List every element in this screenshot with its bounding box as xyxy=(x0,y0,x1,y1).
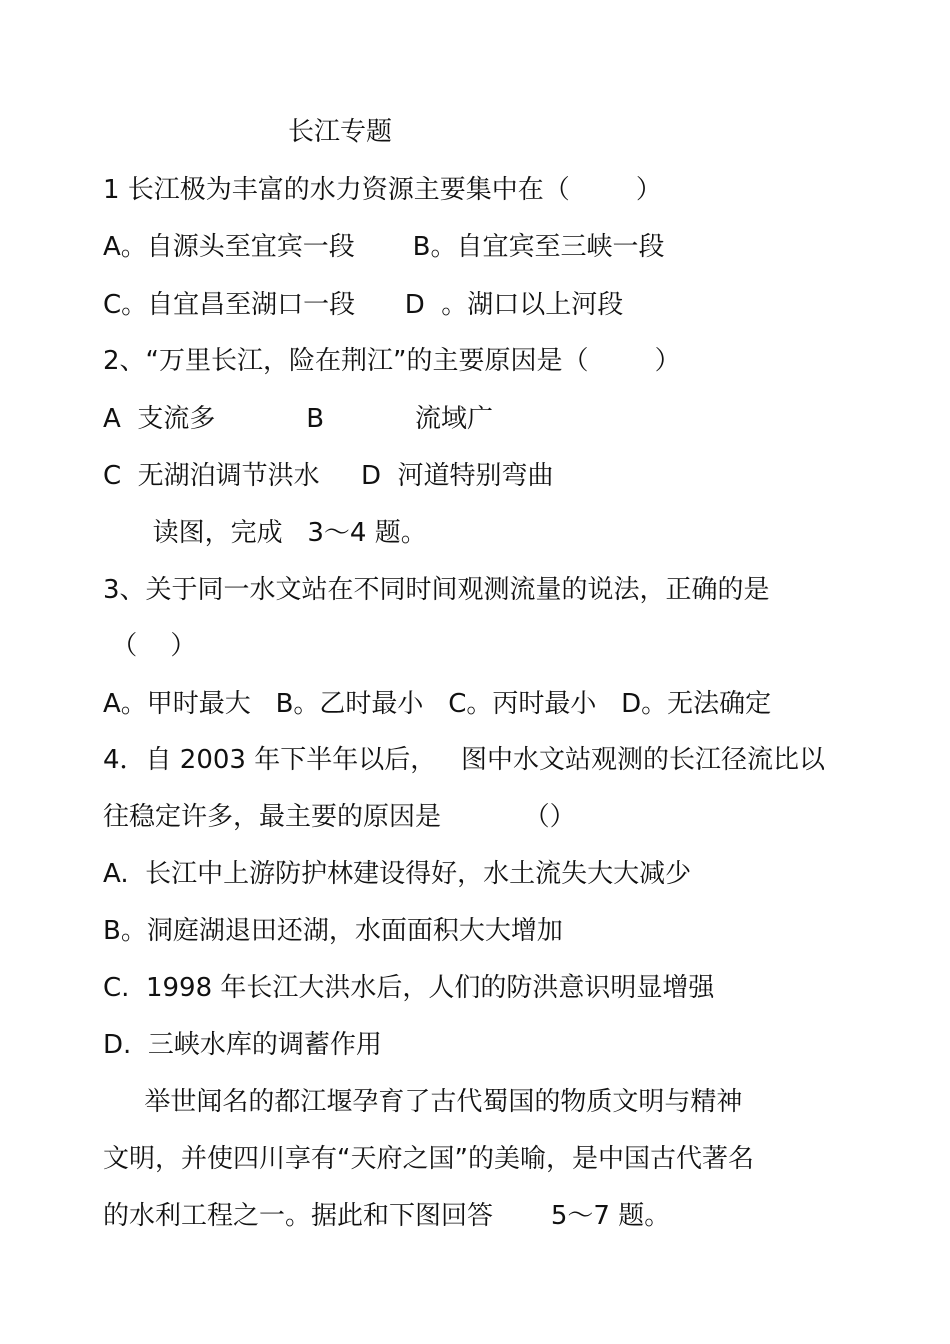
passage-line-1: 举世闻名的都江堰孕育了古代蜀国的物质文明与精神 xyxy=(103,1087,743,1117)
figure-instruction-3-4: 读图，完成 3～4 题。 xyxy=(103,518,427,548)
page-title: 长江专题 xyxy=(288,117,393,147)
question-3-options: A。甲时最大 B。乙时最小 C。丙时最小 D。无法确定 xyxy=(103,689,772,719)
question-4-option-a: A. 长江中上游防护林建设得好，水土流失大大减少 xyxy=(103,859,692,889)
question-3-stem: 3、关于同一水文站在不同时间观测流量的说法，正确的是 xyxy=(103,575,770,605)
question-2-options-ab: A 支流多 B 流域广 xyxy=(103,404,493,434)
question-1-stem: 1 长江极为丰富的水力资源主要集中在（ ） xyxy=(103,175,662,205)
question-4-option-b: B。洞庭湖退田还湖，水面面积大大增加 xyxy=(103,916,563,946)
question-3-bracket: （ ） xyxy=(103,631,197,661)
question-1-options-cd: C。自宜昌至湖口一段 D 。湖口以上河段 xyxy=(103,290,624,320)
question-2-stem: 2、“万里长江，险在荆江”的主要原因是（ ） xyxy=(103,346,681,376)
question-2-options-cd: C 无湖泊调节洪水 D 河道特别弯曲 xyxy=(103,461,554,491)
question-4-option-c: C. 1998 年长江大洪水后，人们的防洪意识明显增强 xyxy=(103,973,715,1003)
passage-line-3: 的水利工程之一。据此和下图回答 5～7 题。 xyxy=(103,1201,671,1231)
question-4-stem-line-2: 往稳定许多，最主要的原因是 （） xyxy=(103,802,576,832)
passage-line-2: 文明，并使四川享有“天府之国”的美喻，是中国古代著名 xyxy=(103,1144,754,1174)
question-4-option-d: D. 三峡水库的调蓄作用 xyxy=(103,1030,382,1060)
question-4-stem-line-1: 4．自 2003 年下半年以后， 图中水文站观测的长江径流比以 xyxy=(103,745,826,775)
question-1-options-ab: A。自源头至宜宾一段 B。自宜宾至三峡一段 xyxy=(103,232,665,262)
